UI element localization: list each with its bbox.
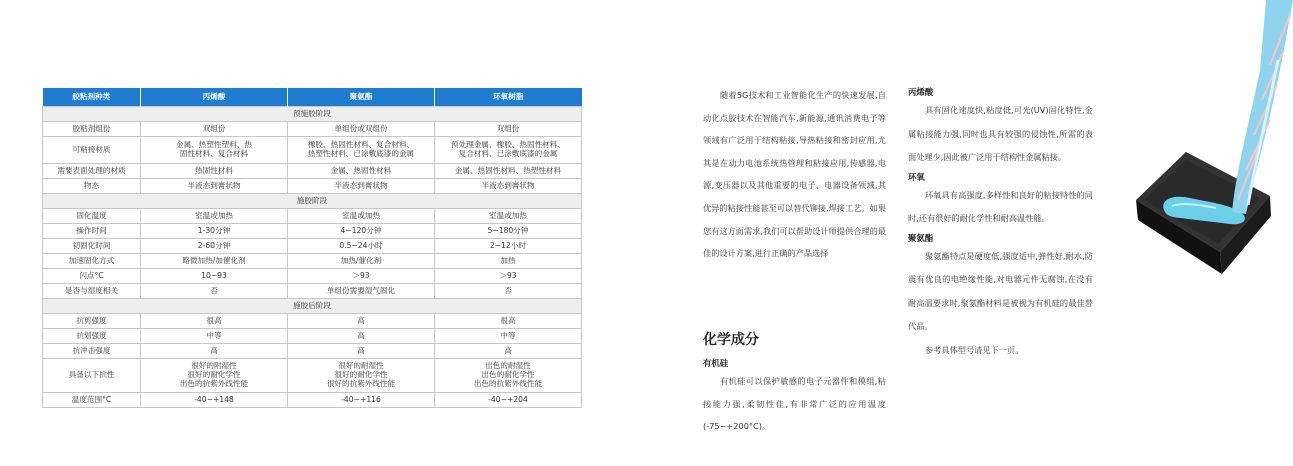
table-cell: -40~+148 [141,393,288,408]
row-label: 是否与湿度相关 [43,284,141,299]
reference-note: 参考具体型号请见下一页。 [925,344,1024,355]
table-cell: 2~12小时 [435,239,582,254]
table-cell: 0.5~24小时 [288,239,435,254]
table-cell: 单组份需要湿气固化 [288,284,435,299]
table-cell: 否 [435,284,582,299]
table-cell: 10~93 [141,269,288,284]
table-cell: 高 [141,344,288,359]
table-cell: 半液态到膏状物 [288,179,435,194]
stage-label: 施胶后阶段 [43,299,582,314]
table-row [43,254,582,269]
table-row [43,269,582,284]
epoxy-heading: 环氧 [908,171,925,182]
table-cell: 高 [435,344,582,359]
header-epoxy: 环氧树脂 [435,88,582,107]
table-cell: 中等 [141,329,288,344]
table-cell: 中等 [435,329,582,344]
table-cell: 加热/催化剂 [288,254,435,269]
table-cell: 加热 [435,254,582,269]
row-label: 抗划强度 [43,329,141,344]
stage-row [43,299,582,314]
header-adhesive-type: 胶粘剂种类 [43,88,141,107]
row-label: 加速固化方式 [43,254,141,269]
row-label: 抗剪强度 [43,314,141,329]
chemistry-details-column [908,85,1093,362]
table-row [43,314,582,329]
table-cell: 金属、热固性材料、热塑性材料 [435,164,582,179]
row-label: 具备以下抗性 [43,359,141,393]
dispensing-nozzle-icon [1232,0,1293,214]
table-cell: -40~+204 [435,393,582,408]
table-row [43,359,582,393]
silicone-body: 有机硅可以保护敏感的电子元器件和模组,粘接能力强,柔韧性佳,有非常广泛的应用温度(-75~+200°C)。 [703,376,886,432]
header-acrylic: 丙烯酸 [141,88,288,107]
table-cell: 略微加热/加催化剂 [141,254,288,269]
chemical-composition-title: 化学成分 [703,332,759,348]
polyurethane-heading: 聚氨酯 [908,232,934,243]
table-cell: 很好的耐湿性 很好的耐化学性 很好的抗紫外线性能 [288,359,435,393]
table-cell: 很好的附湿性 很好的耐化学性 出色的抗紫外线性能 [141,359,288,393]
row-label: 初固化时间 [43,239,141,254]
row-label: 固化温度 [43,209,141,224]
table-cell: ＞93 [288,269,435,284]
table-cell: 金属、热塑性塑料、热 固性材料、复合材料 [141,137,288,164]
table-cell: 橡胶、热固性材料、复合材料、 热塑性材料、已涂敷底漆的金属 [288,137,435,164]
table-row [43,284,582,299]
table-cell: 室温或加热 [288,209,435,224]
table-row [43,224,582,239]
table-cell: 2-60分钟 [141,239,288,254]
row-label: 温度范围°C [43,393,141,408]
stage-row [43,107,582,122]
table-cell: -40~+116 [288,393,435,408]
table-cell: 4~120分钟 [288,224,435,239]
table-row [43,122,582,137]
table-cell: 双组份 [141,122,288,137]
table-row [43,329,582,344]
table-row [43,393,582,408]
table-cell: 单组份或双组份 [288,122,435,137]
table-cell: 高 [288,329,435,344]
table-cell: 出色的耐湿性 出色的耐化学性 出色的抗紫外线性能 [435,359,582,393]
stage-label: 预施胶阶段 [43,107,582,122]
table-cell: 热固性材料 [141,164,288,179]
silicone-section [703,356,886,438]
table-cell: 室温或加热 [141,209,288,224]
row-label: 可粘接材质 [43,137,141,164]
stage-label: 施胶阶段 [43,194,582,209]
table-cell: 双组份 [435,122,582,137]
intro-paragraph: 随着5G技术和工业智能化生产的快速发展,自动化点胶技术在智能汽车,新能源,通讯消费电子等领域有广泛用于结构粘接,导热粘接和密封应用,尤其是在动力电池系统热管理和粘接应用,传感器,电源,变压器以及其他重要的电子、电器设备领域,其优异的粘接性能甚至可以替代铆接,焊接工艺。如果您有这方面需求,我们可以帮助设计师提供合理的最佳的设计方案,进行正确的产品选择 [703,90,886,259]
row-label: 物态 [43,179,141,194]
acrylic-heading: 丙烯酸 [908,87,934,97]
table-row [43,164,582,179]
table-row [43,344,582,359]
adhesive-comparison-table [42,88,582,408]
table-cell: 否 [141,284,288,299]
table-header [43,88,582,107]
intro-column [703,84,886,265]
table-cell: 高 [288,314,435,329]
row-label: 操作时间 [43,224,141,239]
table-cell: ＞93 [435,269,582,284]
row-label: 需要表面处理的材质 [43,164,141,179]
table-cell: 预处理金属、橡胶、热固性材料、 复合材料、已涂敷底漆的金属 [435,137,582,164]
table-cell: 半液态到膏状物 [435,179,582,194]
table-cell: 很高 [435,314,582,329]
table-cell: 金属、热固性材料 [288,164,435,179]
table-row [43,209,582,224]
table-cell: 高 [288,344,435,359]
table-cell: 很高 [141,314,288,329]
table-cell: 半液态到膏状物 [141,179,288,194]
table-cell: 室温或加热 [435,209,582,224]
table-row [43,137,582,164]
acrylic-body: 具有固化速度快,粘度低,可光(UV)固化特性,金属粘接能力强,同时也具有较强的侵蚀性,所需的表面处理少,因此被广泛用于结构性金属粘接。 [908,105,1093,162]
row-label: 胶粘剂组份 [43,122,141,137]
glue-dispensing-image [1120,0,1293,280]
header-polyurethane: 聚氨酯 [288,88,435,107]
table-body [43,107,582,408]
table-cell: 1-30分钟 [141,224,288,239]
stage-row [43,194,582,209]
polyurethane-body: 聚氨酯特点是硬度低,强度适中,弹性好,耐水,防震有优良的电绝缘性能,对电器元件无腐蚀,在没有耐高温要求时,聚氨酯材料是被视为有机硅的最佳替代品。 [908,250,1093,331]
silicone-heading: 有机硅 [703,358,729,368]
row-label: 闪点°C [43,269,141,284]
row-label: 抗冲击强度 [43,344,141,359]
table-cell: 5~180分钟 [435,224,582,239]
table-row [43,179,582,194]
table-row [43,239,582,254]
epoxy-body: 环氧具有高强度,多样性和良好的粘接特性的同时,还有很好的耐化学性和耐高温性能。 [908,189,1093,223]
